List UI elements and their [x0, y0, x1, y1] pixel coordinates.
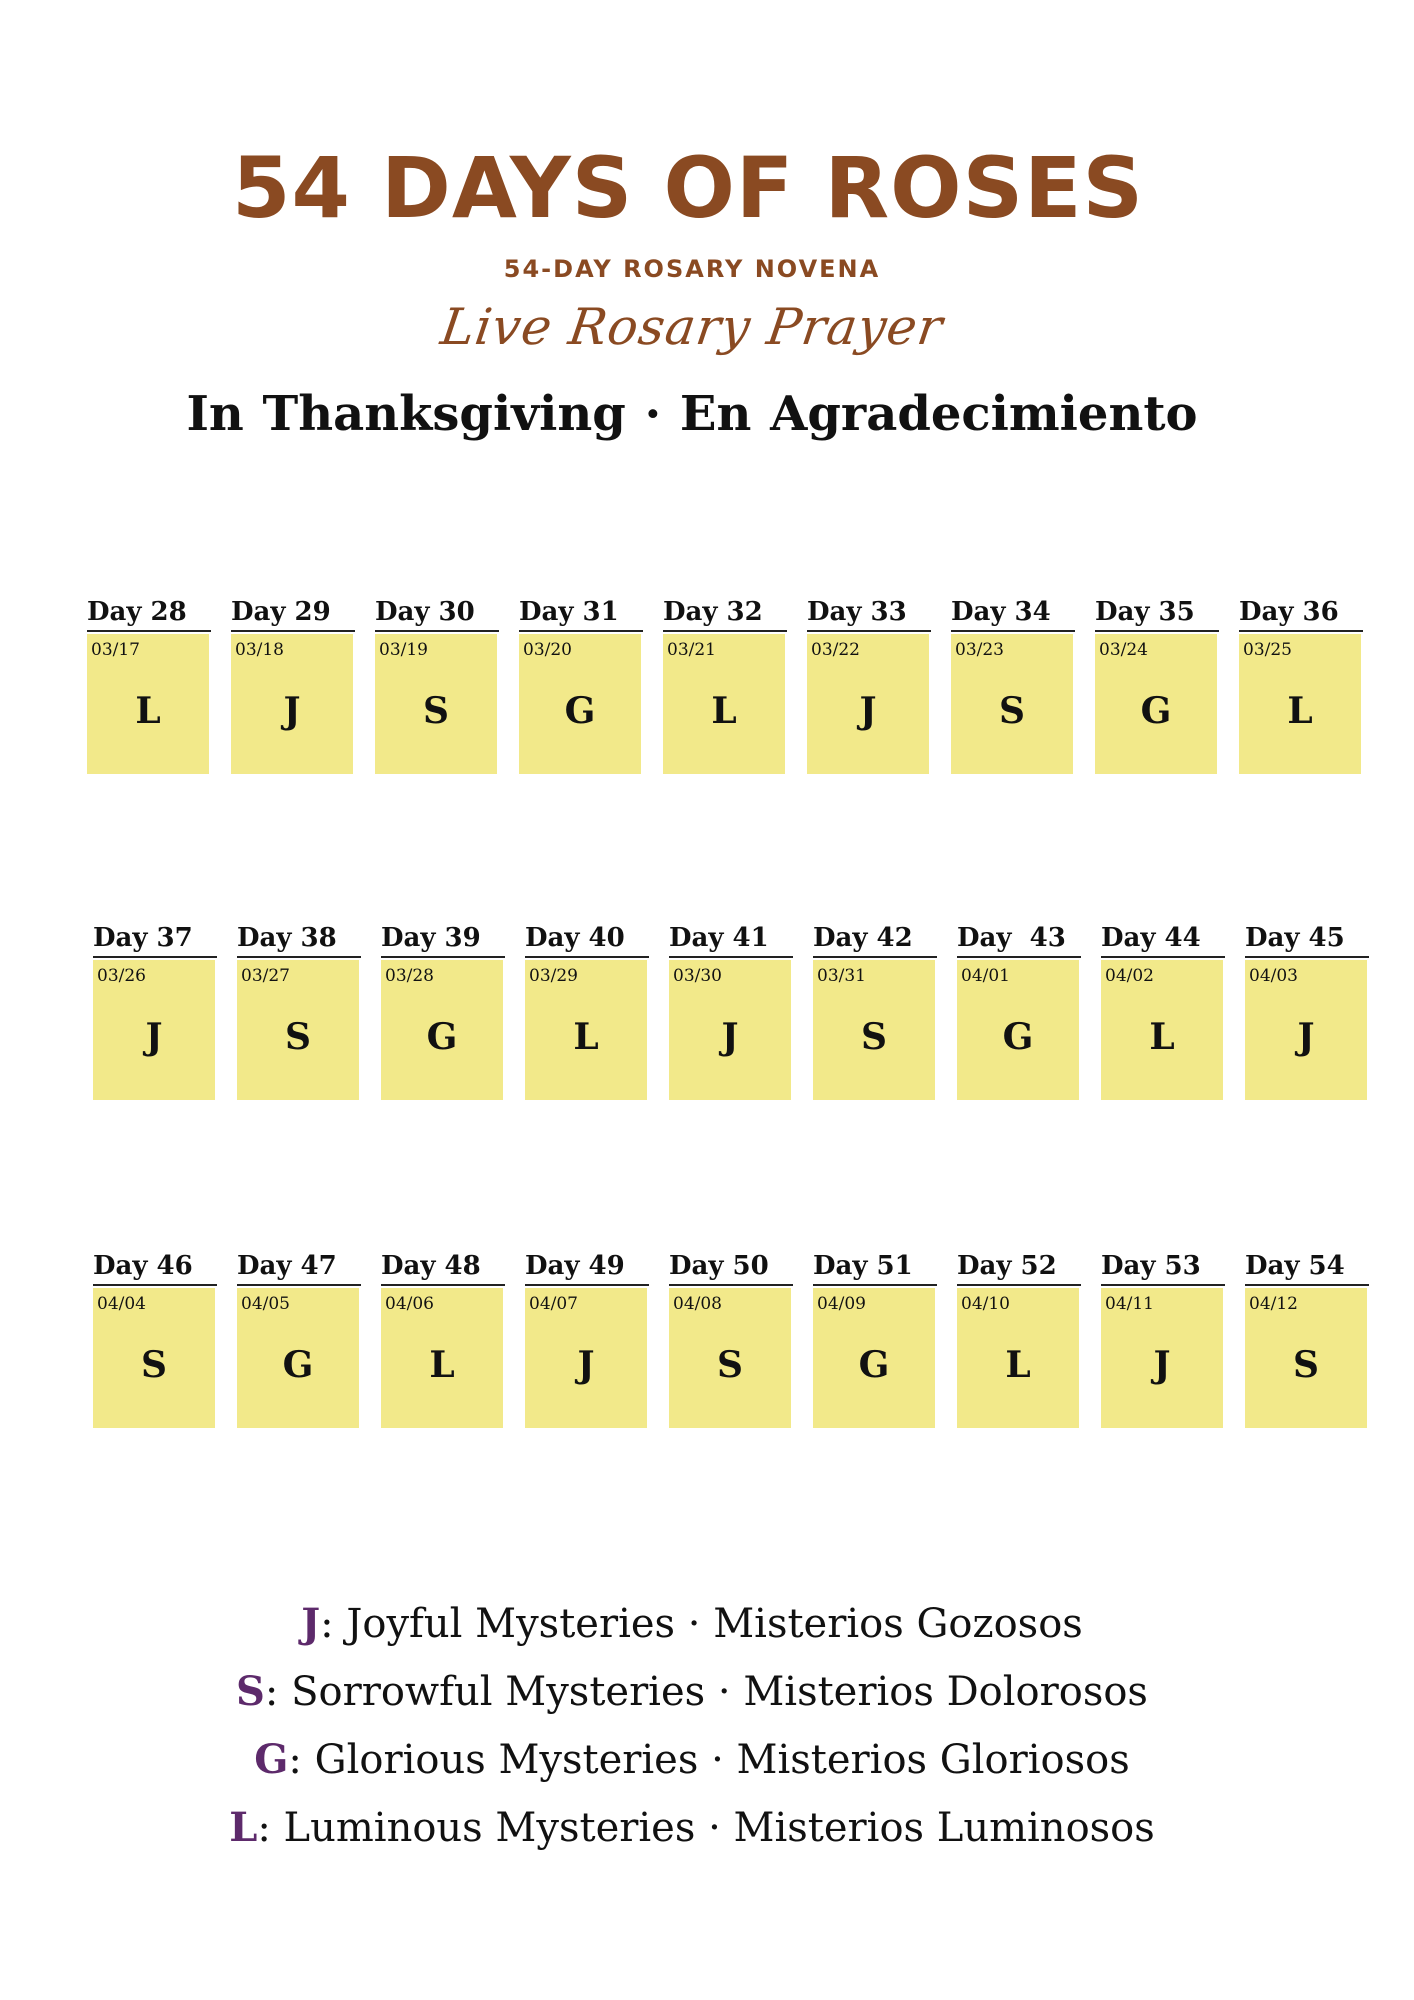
day-date: 04/07: [529, 1294, 578, 1314]
day-label: Day 47: [237, 1250, 361, 1286]
day-label: Day 51: [813, 1250, 937, 1286]
day-label: Day 34: [951, 596, 1075, 632]
day-date: 03/25: [1243, 640, 1292, 660]
day-date: 04/12: [1249, 1294, 1298, 1314]
day-date: 03/17: [91, 640, 140, 660]
day-date: 03/28: [385, 966, 434, 986]
day-mystery: L: [573, 1016, 599, 1058]
day-mystery: S: [717, 1344, 743, 1386]
day-date: 03/31: [817, 966, 866, 986]
day-cell: [951, 634, 1073, 774]
day-mystery: G: [564, 690, 596, 732]
day-mystery: J: [1153, 1344, 1171, 1386]
day-cell: [1095, 634, 1217, 774]
day-date: 03/27: [241, 966, 290, 986]
day-label: Day 39: [381, 922, 505, 958]
day-cell: [375, 634, 497, 774]
legend-key: S: [236, 1668, 265, 1715]
day-label: Day 35: [1095, 596, 1219, 632]
day-mystery: L: [1005, 1344, 1031, 1386]
legend-text: : Sorrowful Mysteries · Misterios Dolorosos: [264, 1669, 1148, 1715]
day-label: Day 28: [87, 596, 211, 632]
day-label: Day 49: [525, 1250, 649, 1286]
day-label: Day 38: [237, 922, 361, 958]
day-mystery: L: [1149, 1016, 1175, 1058]
day-mystery: L: [1287, 690, 1313, 732]
day-cell: [231, 634, 353, 774]
day-cell: [1239, 634, 1361, 774]
day-mystery: J: [859, 690, 877, 732]
legend-text: : Glorious Mysteries · Misterios Gloriosos: [288, 1737, 1130, 1783]
day-cell: [1101, 1288, 1223, 1428]
day-mystery: S: [999, 690, 1025, 732]
day-cell: [237, 1288, 359, 1428]
day-date: 03/20: [523, 640, 572, 660]
day-mystery: J: [283, 690, 301, 732]
day-cell: [525, 960, 647, 1100]
day-label: Day 48: [381, 1250, 505, 1286]
day-mystery: S: [285, 1016, 311, 1058]
day-cell: [957, 1288, 1079, 1428]
day-mystery: J: [577, 1344, 595, 1386]
legend-text: : Luminous Mysteries · Misterios Luminosos: [257, 1805, 1155, 1851]
day-mystery: S: [861, 1016, 887, 1058]
day-date: 04/06: [385, 1294, 434, 1314]
day-label: Day 54: [1245, 1250, 1369, 1286]
day-mystery: G: [1002, 1016, 1034, 1058]
day-date: 03/29: [529, 966, 578, 986]
day-label: Day 33: [807, 596, 931, 632]
day-label: Day 36: [1239, 596, 1363, 632]
thanksgiving-heading: In Thanksgiving · En Agradecimiento: [186, 386, 1198, 442]
day-label: Day 40: [525, 922, 649, 958]
day-label: Day 44: [1101, 922, 1225, 958]
day-cell: [87, 634, 209, 774]
legend-joyful: [0, 1590, 1384, 1658]
day-cell: [957, 960, 1079, 1100]
day-date: 04/05: [241, 1294, 290, 1314]
day-date: 03/26: [97, 966, 146, 986]
day-cell: [93, 1288, 215, 1428]
day-label: Day 42: [813, 922, 937, 958]
day-cell: [381, 1288, 503, 1428]
day-label: Day 31: [519, 596, 643, 632]
day-date: 04/02: [1105, 966, 1154, 986]
mysteries-legend: [0, 1590, 1384, 1862]
day-mystery: G: [282, 1344, 314, 1386]
day-mystery: G: [858, 1344, 890, 1386]
script-subtitle: Live Rosary Prayer: [437, 298, 947, 356]
day-label: Day 43: [957, 922, 1081, 958]
day-mystery: S: [1293, 1344, 1319, 1386]
legend-sorrowful: [0, 1658, 1384, 1726]
legend-key: L: [229, 1804, 258, 1851]
day-date: 04/11: [1105, 1294, 1154, 1314]
legend-key: G: [254, 1736, 289, 1783]
day-label: Day 29: [231, 596, 355, 632]
day-cell: [663, 634, 785, 774]
day-date: 03/30: [673, 966, 722, 986]
day-date: 04/03: [1249, 966, 1298, 986]
day-cell: [381, 960, 503, 1100]
day-date: 03/24: [1099, 640, 1148, 660]
day-date: 04/09: [817, 1294, 866, 1314]
day-cell: [669, 1288, 791, 1428]
day-mystery: L: [135, 690, 161, 732]
day-mystery: L: [429, 1344, 455, 1386]
legend-key: J: [301, 1600, 321, 1647]
day-cell: [813, 960, 935, 1100]
day-date: 04/08: [673, 1294, 722, 1314]
day-label: Day 45: [1245, 922, 1369, 958]
day-cell: [813, 1288, 935, 1428]
day-date: 03/23: [955, 640, 1004, 660]
day-label: Day 50: [669, 1250, 793, 1286]
legend-glorious: [0, 1726, 1384, 1794]
day-date: 03/22: [811, 640, 860, 660]
day-cell: [93, 960, 215, 1100]
day-mystery: S: [141, 1344, 167, 1386]
page-subtitle: 54-DAY ROSARY NOVENA: [503, 255, 881, 283]
day-mystery: G: [426, 1016, 458, 1058]
day-label: Day 30: [375, 596, 499, 632]
day-label: Day 53: [1101, 1250, 1225, 1286]
day-date: 04/01: [961, 966, 1010, 986]
day-date: 04/10: [961, 1294, 1010, 1314]
day-date: 03/19: [379, 640, 428, 660]
day-cell: [1101, 960, 1223, 1100]
day-label: Day 37: [93, 922, 217, 958]
day-cell: [669, 960, 791, 1100]
day-cell: [1245, 960, 1367, 1100]
day-cell: [519, 634, 641, 774]
day-cell: [1245, 1288, 1367, 1428]
legend-luminous: [0, 1794, 1384, 1862]
day-date: 03/21: [667, 640, 716, 660]
day-cell: [237, 960, 359, 1100]
day-mystery: S: [423, 690, 449, 732]
day-label: Day 32: [663, 596, 787, 632]
legend-text: : Joyful Mysteries · Misterios Gozosos: [320, 1601, 1083, 1647]
day-mystery: J: [145, 1016, 163, 1058]
day-label: Day 41: [669, 922, 793, 958]
day-mystery: J: [721, 1016, 739, 1058]
day-mystery: L: [711, 690, 737, 732]
page-title: 54 DAYS OF ROSES: [232, 139, 1144, 237]
day-date: 03/18: [235, 640, 284, 660]
day-cell: [525, 1288, 647, 1428]
day-mystery: G: [1140, 690, 1172, 732]
day-mystery: J: [1297, 1016, 1315, 1058]
day-date: 04/04: [97, 1294, 146, 1314]
day-label: Day 52: [957, 1250, 1081, 1286]
day-label: Day 46: [93, 1250, 217, 1286]
day-cell: [807, 634, 929, 774]
